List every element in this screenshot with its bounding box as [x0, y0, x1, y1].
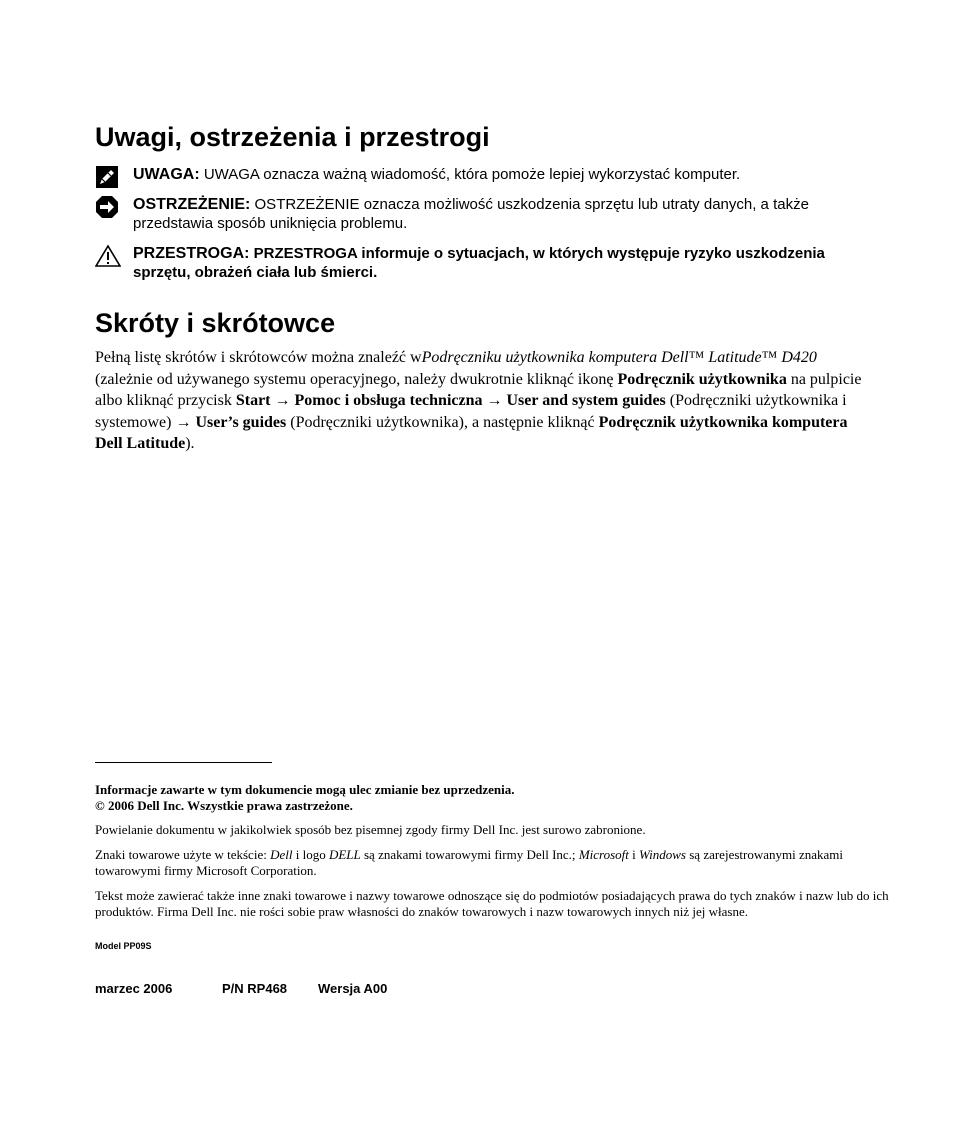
tm-text-c: są znakami towarowymi firmy Dell Inc.;	[360, 847, 579, 862]
other-trademarks-notice: Tekst może zawierać także inne znaki towarowe i nazwy towarowe odnoszące się do podmiotów posiadających prawa do tych znaków i nazw lub do ich produktów. Firma Dell Inc. nie rości sobie praw własności do znaków towarowych i nazw towarowych innych niż jej własne.	[95, 888, 889, 919]
para-end: ).	[185, 435, 195, 452]
para-start: Start	[235, 392, 271, 409]
publication-date: marzec 2006	[95, 981, 173, 996]
copyright-line: © 2006 Dell Inc. Wszystkie prawa zastrzeżone.	[95, 798, 353, 813]
para-mid-1: (zależnie od używanego systemu operacyjnego, należy dwukrotnie kliknąć ikonę	[95, 370, 618, 388]
note-body: UWAGA oznacza ważną wiadomość, która pomoże lepiej wykorzystać komputer.	[203, 166, 741, 183]
part-number: P/N RP468	[222, 981, 288, 996]
caution-body: PRZESTROGA informuje o sytuacjach, w których występuje ryzyko uszkodzenia sprzętu, obrażeń ciała lub śmierci.	[133, 245, 825, 281]
note-pencil-icon	[95, 165, 123, 189]
info-block	[95, 782, 895, 814]
note-label: UWAGA:	[133, 166, 200, 183]
para-arrow-2: →	[482, 392, 507, 409]
notice-label: OSTRZEŻENIE:	[133, 196, 251, 213]
notice-block	[95, 195, 885, 233]
para-model: D420	[781, 349, 817, 366]
para-mid-3: (Podręczniki użytkownika i systemowe)	[95, 392, 847, 431]
para-guide-title: Podręczniku użytkownika komputera Dell	[421, 349, 689, 366]
caution-block	[95, 244, 885, 282]
note-text	[133, 165, 885, 184]
notice-hand-icon	[95, 195, 123, 219]
caution-text	[133, 244, 885, 282]
notice-body: OSTRZEŻENIE oznacza możliwość uszkodzenia sprzętu lub utraty danych, a także przedstawia sposób uniknięcia problemu.	[133, 196, 809, 232]
trademark-notice	[95, 847, 895, 879]
tm-dell-logo: DELL	[328, 847, 361, 862]
tm-text-e: są zarejestrowanymi znakami towarowymi firmy Microsoft Corporation.	[95, 847, 843, 878]
tm-dell: Dell	[270, 847, 293, 862]
info-line-1: Informacje zawarte w tym dokumencie mogą ulec zmianie bez uprzedzenia.	[95, 782, 515, 797]
para-intro: Pełną listę skrótów i skrótowców można znaleźć w	[95, 349, 422, 366]
para-users-guides: User’s guides	[195, 413, 287, 431]
note-block	[95, 165, 885, 184]
para-arrow-1: →	[270, 392, 295, 409]
para-latitude: Latitude	[708, 349, 762, 366]
para-tm-2: ™	[761, 349, 782, 366]
para-arrow-3: →	[175, 413, 196, 431]
model-number: Model PP09S	[95, 941, 152, 951]
tm-text-b: i logo	[292, 847, 329, 862]
para-icon-name: Podręcznik użytkownika	[617, 370, 787, 388]
tm-microsoft: Microsoft	[578, 847, 629, 862]
revision: Wersja A00	[318, 981, 388, 996]
tm-windows: Windows	[639, 847, 686, 862]
abbreviations-paragraph	[95, 347, 870, 455]
tm-text-d: i	[628, 847, 640, 862]
footnote-divider	[95, 762, 272, 763]
para-tm-1: ™	[688, 349, 709, 366]
tm-text-a: Znaki towarowe użyte w tekście:	[95, 847, 271, 862]
para-final-guide: Podręcznik użytkownika komputera Dell Latitude	[95, 413, 848, 452]
notice-text	[133, 195, 885, 233]
para-help: Pomoc i obsługa techniczna	[294, 392, 483, 409]
para-mid-2: na pulpicie albo kliknąć przycisk	[95, 370, 862, 409]
section-title-notes: Uwagi, ostrzeżenia i przestrogi	[95, 122, 490, 152]
warning-triangle-icon	[95, 244, 123, 268]
reproduction-notice: Powielanie dokumentu w jakikolwiek sposób bez pisemnej zgody firmy Dell Inc. jest surowo zabronione.	[95, 822, 646, 837]
section-title-abbreviations: Skróty i skrótowce	[95, 308, 336, 338]
caution-label: PRZESTROGA:	[133, 245, 250, 262]
para-mid-4: (Podręczniki użytkownika), a następnie kliknąć	[286, 413, 599, 431]
para-user-system-guides: User and system guides	[506, 392, 666, 409]
